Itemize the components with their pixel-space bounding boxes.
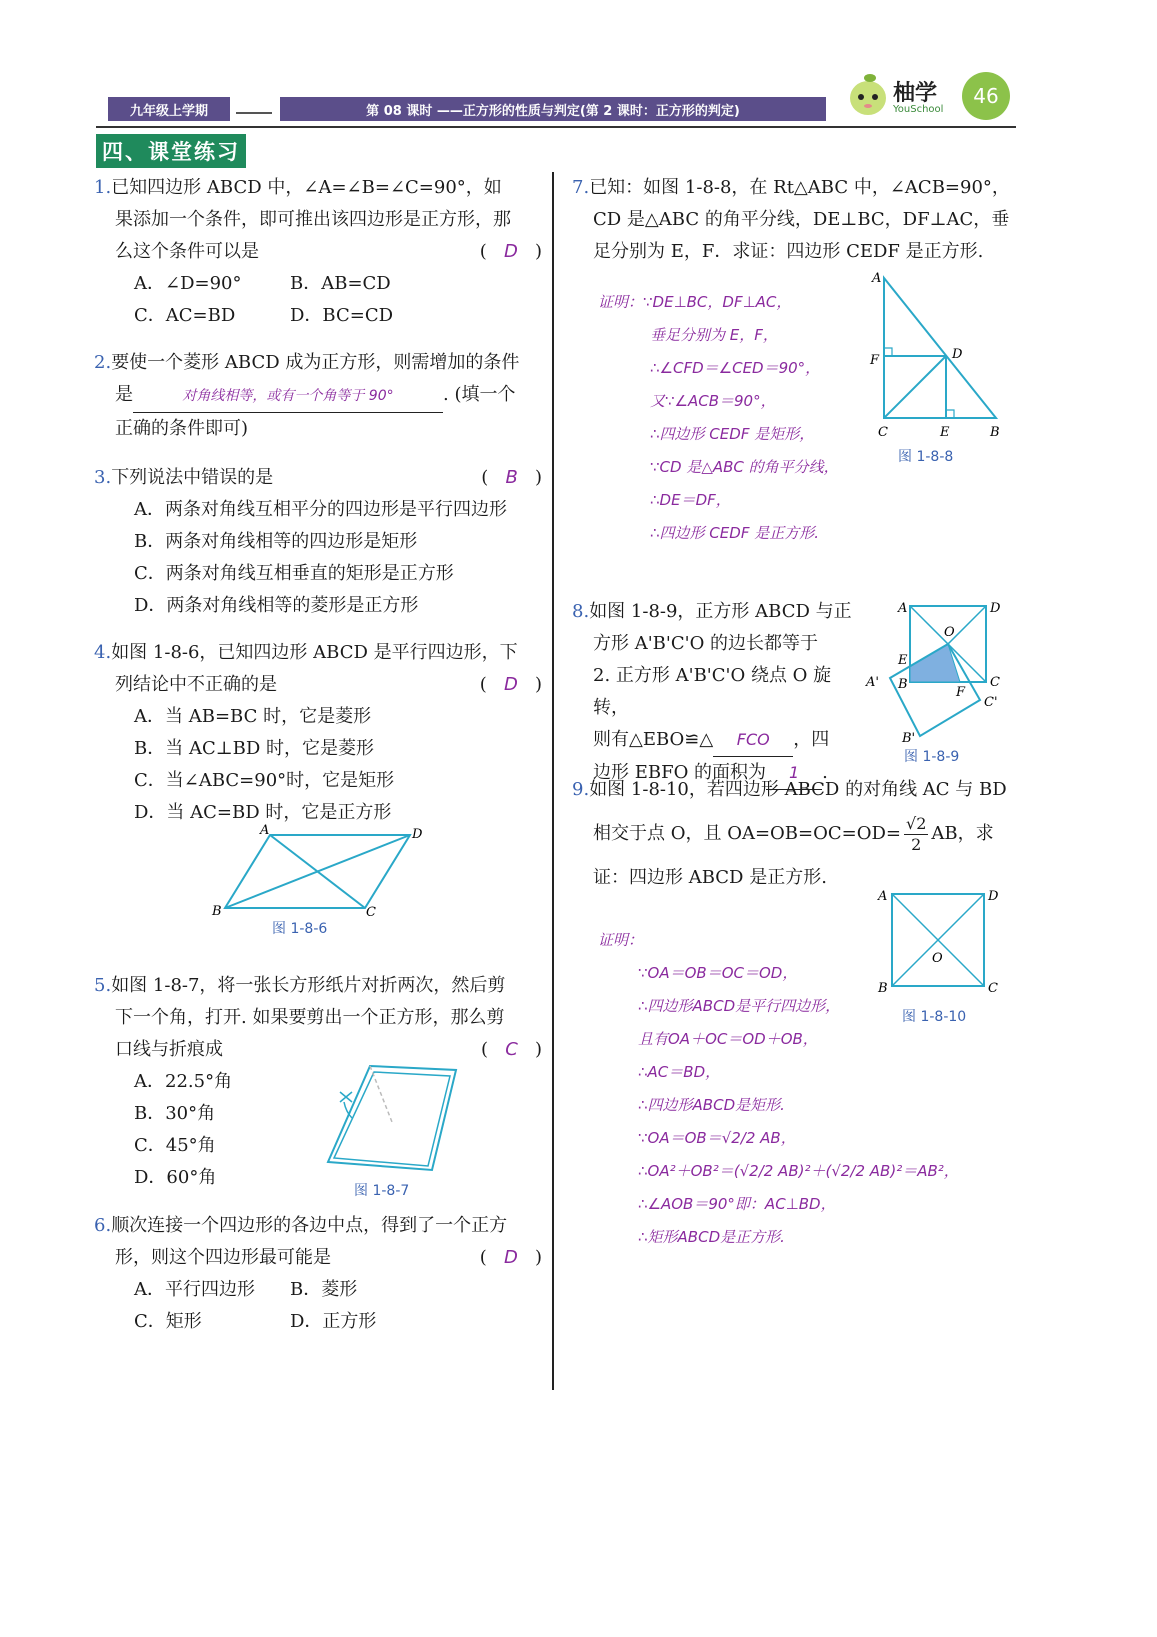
q1-number: 1. xyxy=(94,177,112,198)
label-a: A xyxy=(878,889,888,904)
label-c-prime: C' xyxy=(984,695,998,710)
brand-english: YouSchool xyxy=(893,104,944,115)
brand-name: 柚学 xyxy=(893,81,938,106)
q1-option-d: D．BC=CD xyxy=(290,305,394,326)
label-b: B xyxy=(990,425,1000,440)
q7-proof: 证明：∵DE⊥BC，DF⊥AC， 垂足分别为 E，F， ∴∠CFD＝∠CED＝90°， 又∵∠ACB＝90°， ∴四边形 CEDF 是矩形， ∵CD 是△ABC 的角平分线， ∴DE＝DF， ∴四边形 CEDF 是正方形. xyxy=(598,293,839,542)
question-7: 7.已知：如图 1-8-8，在 Rt△ABC 中，∠ACB=90°， CD 是△ABC 的角平分线，DE⊥BC，DF⊥AC，垂 足分别为 E，F．求证：四边形 CEDF 是正方形. xyxy=(572,177,1010,262)
q4-option-b: B．当 AC⊥BD 时，它是菱形 xyxy=(134,738,375,759)
mascot-icon xyxy=(848,68,888,118)
label-d: D xyxy=(952,347,963,362)
q9-proof: 证明： ∵OA＝OB＝OC＝OD， ∴四边形ABCD是平行四边形， 且有OA＋OC＝OD＋OB， ∴AC＝BD， ∴四边形ABCD是矩形. ∵OA＝OB＝√2/2 AB， ∴OA²＋OB²＝(√2/2 AB)²＋(√2/2 AB)²＝AB²， ∴∠AOB＝90°即：AC⊥BD， ∴矩形ABCD是正方形. xyxy=(598,931,959,1246)
label-d: D xyxy=(412,827,423,842)
figure-1-8-7 xyxy=(322,1062,472,1182)
question-6: 6.顺次连接一个四边形的各边中点，得到了一个正方 形，则这个四边形最可能是 ( D ) A．平行四边形 B．菱形 C．矩形 D．正方形 xyxy=(94,1210,542,1338)
q1-option-c: C．AC=BD xyxy=(134,305,236,326)
question-2: 2.要使一个菱形 ABCD 成为正方形，则需增加的条件 是 对角线相等，或有一个角等于 90° . (填一个 正确的条件即可) xyxy=(94,352,520,439)
q4-option-c: C．当∠ABC=90°时，它是矩形 xyxy=(134,770,395,791)
label-a: A xyxy=(872,271,882,286)
scissors-icon xyxy=(340,1092,352,1118)
q3-answer: B xyxy=(505,467,518,488)
label-b: B xyxy=(878,981,888,996)
label-f: F xyxy=(870,353,880,368)
q4-option-d: D．当 AC=BD 时，它是正方形 xyxy=(134,802,392,823)
q6-answer: D xyxy=(503,1247,518,1268)
label-d: D xyxy=(990,601,1001,616)
bisector-cd xyxy=(884,356,946,418)
fig-1-8-7-caption: 图 1-8-7 xyxy=(354,1183,410,1199)
column-divider xyxy=(552,172,554,1390)
label-o: O xyxy=(932,951,943,966)
question-8: 8.如图 1-8-9，正方形 ABCD 与正 方形 A'B'C'O 的边长都等于 2. 正方形 A'B'C'O 绕点 O 旋转， 则有△EBO≌△ FCO ，四 边形 EBFO 的面积为 1 . xyxy=(572,596,862,790)
q1-answer-paren: ( D ) xyxy=(479,241,542,262)
q6-option-d: D．正方形 xyxy=(290,1311,377,1332)
right-angle-e xyxy=(946,410,954,418)
q5-option-d: D．60°角 xyxy=(134,1167,217,1188)
q1-option-b: B．AB=CD xyxy=(290,273,391,294)
paper-outer xyxy=(328,1066,456,1170)
question-1: 1.已知四边形 ABCD 中，∠A=∠B=∠C=90°，如 果添加一个条件，即可推出该四边形是正方形，那 么这个条件可以是 ( D ) A．∠D=90° B．AB=CD C．AC=BD D．BC=CD xyxy=(94,172,542,332)
q6-option-c: C．矩形 xyxy=(134,1311,202,1332)
q3-option-c: C．两条对角线互相垂直的矩形是正方形 xyxy=(134,563,454,584)
question-3: 3.下列说法中错误的是 ( B ) A．两条对角线互相平分的四边形是平行四边形 B．两条对角线相等的四边形是矩形 C．两条对角线互相垂直的矩形是正方形 D．两条对角线相等的菱形是正方形 xyxy=(94,462,542,622)
label-b-prime: B' xyxy=(902,731,916,746)
label-d: D xyxy=(988,889,999,904)
q4-option-a: A．当 AB=BC 时，它是菱形 xyxy=(134,706,372,727)
figure-1-8-10 xyxy=(872,880,1012,1010)
q5-option-a: A．22.5°角 xyxy=(134,1071,233,1092)
question-9: 9.如图 1-8-10，若四边形 ABCD 的对角线 AC 与 BD 相交于点 O，且 OA=OB=OC=OD= $\frac{√2}{2}$ AB，求 证：四边形 ABCD 是正方形. xyxy=(572,779,1007,888)
q3-option-b: B．两条对角线相等的四边形是矩形 xyxy=(134,531,418,552)
label-o: O xyxy=(944,625,955,640)
lesson-title: 第 08 课时 ——正方形的性质与判定(第 2 课时：正方形的判定) xyxy=(280,97,826,121)
fig-1-8-9-caption: 图 1-8-9 xyxy=(904,749,960,765)
label-c: C xyxy=(988,981,998,996)
label-a-prime: A' xyxy=(866,675,879,690)
q6-option-b: B．菱形 xyxy=(290,1279,358,1300)
fold-crease xyxy=(370,1066,392,1122)
triangle-abc xyxy=(884,278,996,418)
section-title: 四、课堂练习 xyxy=(96,134,246,168)
paper-inner xyxy=(334,1072,450,1166)
figure-1-8-8 xyxy=(868,268,1008,448)
q1-answer: D xyxy=(503,241,518,262)
grade-label: 九年级上学期 xyxy=(108,97,230,121)
header-divider xyxy=(236,112,272,114)
q3-option-d: D．两条对角线相等的菱形是正方形 xyxy=(134,595,419,616)
fig-1-8-6-caption: 图 1-8-6 xyxy=(272,921,328,937)
page-number: 46 xyxy=(962,72,1010,120)
label-c: C xyxy=(990,675,1000,690)
label-a: A xyxy=(260,823,270,838)
right-angle-f xyxy=(884,348,892,356)
q9-fraction: $\frac{√2}{2}$ xyxy=(906,813,927,854)
label-c: C xyxy=(878,425,888,440)
q8-answer-triangle: FCO xyxy=(713,724,793,757)
label-a: A xyxy=(898,601,908,616)
q5-option-b: B．30°角 xyxy=(134,1103,216,1124)
q5-option-c: C．45°角 xyxy=(134,1135,216,1156)
label-e: E xyxy=(940,425,950,440)
q2-answer: 对角线相等，或有一个角等于 90° xyxy=(133,380,443,413)
diagonal-bd xyxy=(225,835,410,908)
q8-answer-area: 1 xyxy=(766,757,822,790)
label-f: F xyxy=(956,685,966,700)
q1-option-a: A．∠D=90° xyxy=(134,273,242,294)
question-4: 4.如图 1-8-6，已知四边形 ABCD 是平行四边形，下 列结论中不正确的是 ( D ) A．当 AB=BC 时，它是菱形 B．当 AC⊥BD 时，它是菱形 C．当∠ABC=90°时，它是矩形 D．当 AC=BD 时，它是正方形 xyxy=(94,637,542,829)
q6-option-a: A．平行四边形 xyxy=(134,1279,255,1300)
q5-answer: C xyxy=(505,1039,518,1060)
label-b: B xyxy=(212,904,222,919)
q3-option-a: A．两条对角线互相平分的四边形是平行四边形 xyxy=(134,499,507,520)
label-e: E xyxy=(898,653,908,668)
fig-1-8-10-caption: 图 1-8-10 xyxy=(902,1009,967,1025)
question-5: 5.如图 1-8-7，将一张长方形纸片对折两次，然后剪 下一个角，打开. 如果要剪出一个正方形，那么剪 口线与折痕成 ( C ) A．22.5°角 B．30°角 C．45°角 D．60°角 xyxy=(94,970,542,1194)
fig-1-8-8-caption: 图 1-8-8 xyxy=(898,449,954,465)
q4-answer: D xyxy=(503,674,518,695)
header-rule xyxy=(96,126,1016,128)
figure-1-8-9 xyxy=(862,596,1010,746)
label-b: B xyxy=(898,677,908,692)
label-c: C xyxy=(366,905,376,920)
